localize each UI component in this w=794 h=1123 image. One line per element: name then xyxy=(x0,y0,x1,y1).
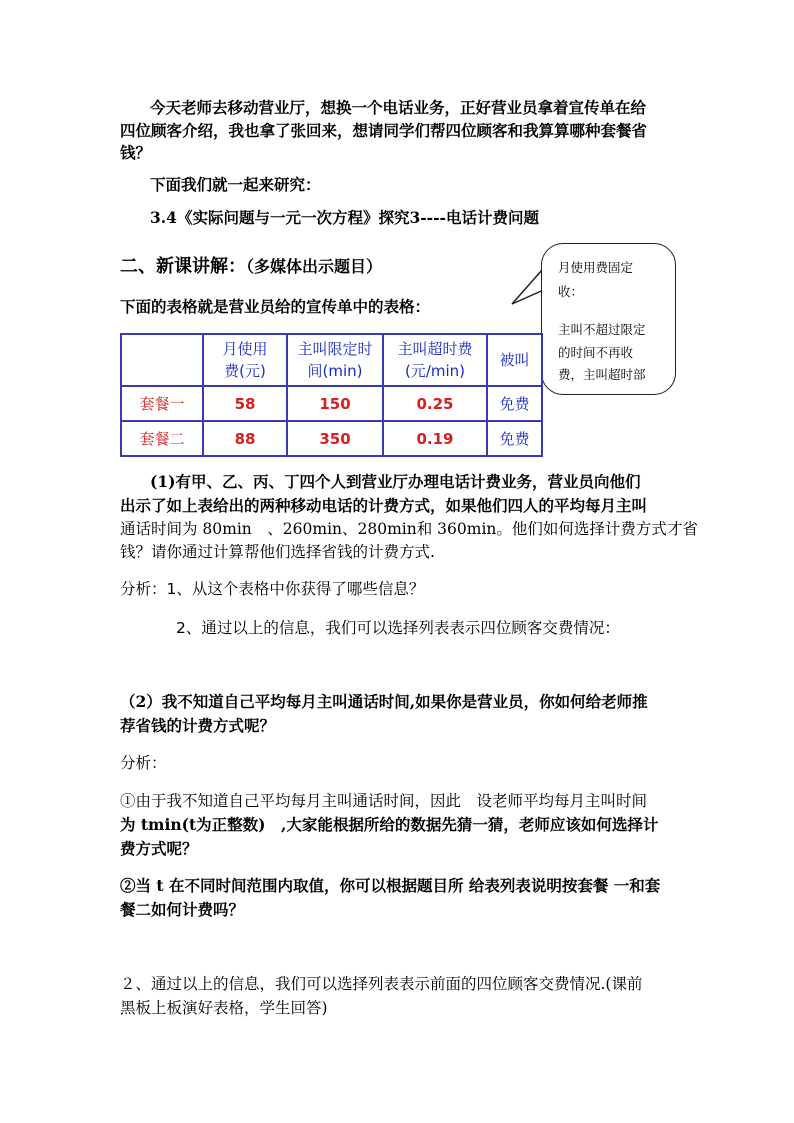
header-cell-overtime-fee: 主叫超时费 (元/min) xyxy=(383,334,487,386)
section-title: 二、新课讲解： xyxy=(120,256,246,277)
table-header-row xyxy=(121,334,542,386)
header-cell-blank xyxy=(121,334,203,386)
closing-line-1: ２、通过以上的信息，我们可以选择列表表示前面的四位顾客交费情况.(课前 xyxy=(120,975,643,993)
call-limit-cell: 350 xyxy=(287,421,383,456)
question2-line-2: 荐省钱的计费方式呢？ xyxy=(120,716,276,735)
analysis1-line-1: 分析：1、从这个表格中你获得了哪些信息？ xyxy=(120,580,425,598)
incoming-cell: 免费 xyxy=(487,421,542,456)
question1-line-3: 通话时间为 80min 、260min、280min和 360min。他们如何选择计费方式才省 xyxy=(120,520,698,538)
question1-line-4: 钱？请你通过计算帮他们选择省钱的计费方式. xyxy=(120,543,435,561)
overtime-fee-cell: 0.25 xyxy=(383,386,487,421)
section-heading xyxy=(120,252,382,278)
monthly-fee-cell: 88 xyxy=(203,421,287,456)
analysis2-p2-line-2: 餐二如何计费吗？ xyxy=(120,900,245,919)
question2-line-1: （2）我不知道自己平均每月主叫通话时间,如果你是营业员，你如何给老师推 xyxy=(120,692,648,711)
plan-name-cell: 套餐一 xyxy=(121,386,203,421)
callout-line-4: 的时间不再收 xyxy=(558,345,634,360)
header-cell-call-limit: 主叫限定时 间(min) xyxy=(287,334,383,386)
analysis2-p1-line-2: 为 tmin(t为正整数) ,大家能根据所给的数据先猜一猜，老师应该如何选择计 xyxy=(120,815,659,834)
callout-line-1: 月使用费固定 xyxy=(558,260,634,275)
intro-line-4: 下面我们就一起来研究： xyxy=(150,175,321,194)
callout-bubble xyxy=(541,243,676,395)
question1-line-1: (1)有甲、乙、丙、丁四个人到营业厅办理电话计费业务，营业员向他们 xyxy=(150,472,641,491)
lesson-title: 3.4《实际问题与一元一次方程》探究3----电话计费问题 xyxy=(150,208,539,227)
intro-line-3: 钱？ xyxy=(120,143,152,162)
intro-line-1: 今天老师去移动营业厅，想换一个电话业务，正好营业员拿着宣传单在给 xyxy=(150,98,647,117)
closing-line-2: 黑板上板演好表格，学生回答) xyxy=(120,999,328,1017)
section-subtitle: （多媒体出示题目） xyxy=(246,257,383,276)
plan-name-cell: 套餐二 xyxy=(121,421,203,456)
analysis2-p2-line-1: ②当 t 在不同时间范围内取值，你可以根据题目所 给表列表说明按套餐 一和套 xyxy=(120,876,661,895)
callout-line-2: 收： xyxy=(558,284,584,299)
monthly-fee-cell: 58 xyxy=(203,386,287,421)
incoming-cell: 免费 xyxy=(487,386,542,421)
header-cell-incoming: 被叫 xyxy=(487,334,542,386)
analysis2-label: 分析： xyxy=(120,754,167,772)
call-limit-cell: 150 xyxy=(287,386,383,421)
overtime-fee-cell: 0.19 xyxy=(383,421,487,456)
table-row xyxy=(121,386,542,421)
analysis2-p1-line-1: ①由于我不知道自己平均每月主叫通话时间，因此 设老师平均每月主叫时间 xyxy=(120,792,648,810)
question1-line-2: 出示了如上表给出的两种移动电话的计费方式，如果他们四人的平均每月主叫 xyxy=(120,496,648,515)
analysis2-p1-line-3: 费方式呢？ xyxy=(120,839,198,858)
pricing-table xyxy=(120,333,543,457)
table-intro: 下面的表格就是营业员给的宣传单中的表格： xyxy=(120,297,431,316)
callout-line-5: 费，主叫超时部 xyxy=(558,367,646,382)
table-row xyxy=(121,421,542,456)
callout-line-3: 主叫不超过限定 xyxy=(558,322,646,337)
header-cell-monthly-fee: 月使用 费(元) xyxy=(203,334,287,386)
analysis1-line-2: 2、通过以上的信息，我们可以选择列表表示四位顾客交费情况： xyxy=(176,619,620,637)
intro-line-2: 四位顾客介绍，我也拿了张回来，想请同学们帮四位顾客和我算算哪种套餐省 xyxy=(120,121,648,140)
